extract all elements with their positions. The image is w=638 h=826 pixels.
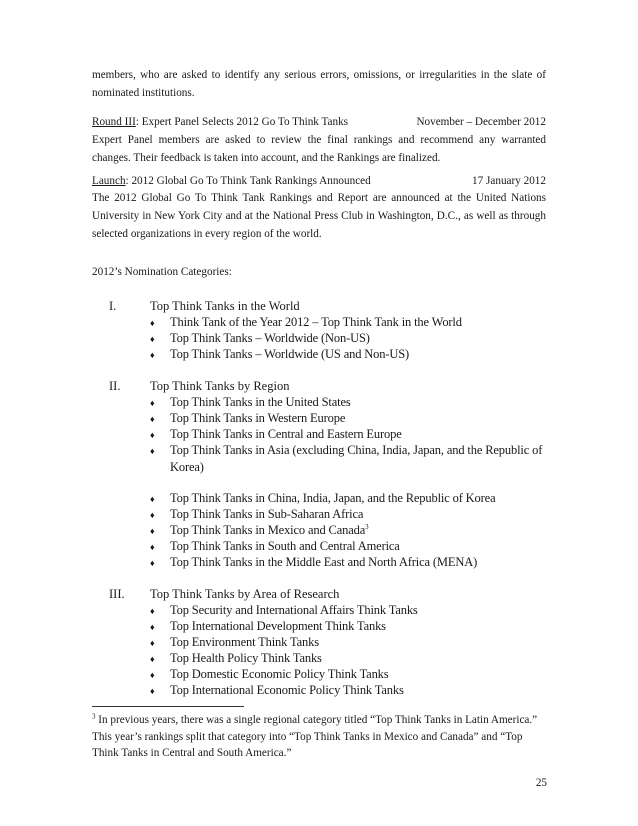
list-item: Top Domestic Economic Policy Think Tanks [170, 667, 389, 681]
bullet-icon: ♦ [150, 430, 155, 440]
bullet-icon: ♦ [150, 606, 155, 616]
bullet-icon: ♦ [150, 350, 155, 360]
bullet-icon: ♦ [150, 542, 155, 552]
bullet-icon: ♦ [150, 622, 155, 632]
list-item: Top International Economic Policy Think Tanks [170, 683, 404, 697]
bullet-icon: ♦ [150, 510, 155, 520]
launch-date: 17 January 2012 [472, 175, 546, 187]
list-item: Top Think Tanks in Western Europe [170, 411, 346, 425]
launch-title: : 2012 Global Go To Think Tank Rankings Announced [125, 175, 371, 187]
bullet-icon: ♦ [150, 446, 155, 456]
intro-paragraph: members, who are asked to identify any serious errors, omissions, or irregularities in the slate of nominated institutions. [92, 69, 546, 99]
launch-body: The 2012 Global Go To Think Tank Rankings and Report are announced at the United Nations University in New York City and at the National Press Club in Washington, D.C., as well as through selected organizations in every region of the world. [92, 192, 546, 240]
list-item: Top Think Tanks – Worldwide (Non-US) [170, 331, 370, 345]
launch-title-line [92, 173, 371, 189]
category-3-title: Top Think Tanks by Area of Research [150, 587, 340, 601]
bullet-icon: ♦ [150, 558, 155, 568]
footnote-marker: 3 [92, 712, 96, 721]
bullet-icon: ♦ [150, 494, 155, 504]
bullet-icon: ♦ [150, 654, 155, 664]
round3-title-line [92, 114, 348, 130]
list-item: Think Tank of the Year 2012 – Top Think Tank in the World [170, 315, 462, 329]
bullet-icon: ♦ [150, 638, 155, 648]
round3-body: Expert Panel members are asked to review the final rankings and recommend any warranted changes. Their feedback is taken into account, and the Rankings are finalized. [92, 134, 546, 164]
round3-label: Round III [92, 116, 136, 128]
list-item: Top Think Tanks in China, India, Japan, and the Republic of Korea [170, 491, 496, 505]
list-item: Top Think Tanks in the Middle East and North Africa (MENA) [170, 555, 478, 569]
category-3-numeral: III. [109, 587, 125, 601]
list-item: Top Health Policy Think Tanks [170, 651, 322, 665]
list-item: Top Think Tanks in Central and Eastern Europe [170, 427, 402, 441]
round3-date: November – December 2012 [416, 116, 546, 128]
bullet-icon: ♦ [150, 318, 155, 328]
list-item: Top Think Tanks – Worldwide (US and Non-US) [170, 347, 410, 361]
footnote-text: In previous years, there was a single regional category titled “Top Think Tanks in Latin America.” This year’s rankings split that category into “Top Think Tanks in Mexico and Canada” and “Top Think Tanks in Central and South America.” [92, 714, 538, 759]
bullet-icon: ♦ [150, 526, 155, 536]
category-1-numeral: I. [109, 299, 117, 313]
footnote-ref[interactable]: 3 [365, 522, 369, 531]
category-1-title: Top Think Tanks in the World [150, 299, 300, 313]
bullet-icon: ♦ [150, 334, 155, 344]
list-item: Top Security and International Affairs Think Tanks [170, 603, 418, 617]
list-item: Top International Development Think Tanks [170, 619, 386, 633]
page-number: 25 [535, 777, 547, 789]
footnote-divider [92, 706, 244, 707]
list-item-text: Top Think Tanks in Mexico and Canada [170, 523, 366, 537]
footnote [92, 712, 548, 762]
category-2-title: Top Think Tanks by Region [150, 379, 290, 393]
list-item: Top Environment Think Tanks [170, 635, 319, 649]
category-2-numeral: II. [109, 379, 121, 393]
launch-label: Launch [92, 175, 126, 187]
bullet-icon: ♦ [150, 414, 155, 424]
bullet-icon: ♦ [150, 398, 155, 408]
list-item: Top Think Tanks in South and Central America [170, 539, 400, 553]
nomination-categories-heading: 2012’s Nomination Categories: [92, 266, 232, 278]
bullet-icon: ♦ [150, 670, 155, 680]
list-item: Top Think Tanks in Sub-Saharan Africa [170, 507, 364, 521]
list-item [170, 522, 548, 539]
bullet-icon: ♦ [150, 686, 155, 696]
list-item: Top Think Tanks in Asia (excluding China, India, Japan, and the Republic of Korea) [170, 443, 543, 474]
round3-title: : Expert Panel Selects 2012 Go To Think Tanks [135, 116, 349, 128]
list-item: Top Think Tanks in the United States [170, 395, 351, 409]
